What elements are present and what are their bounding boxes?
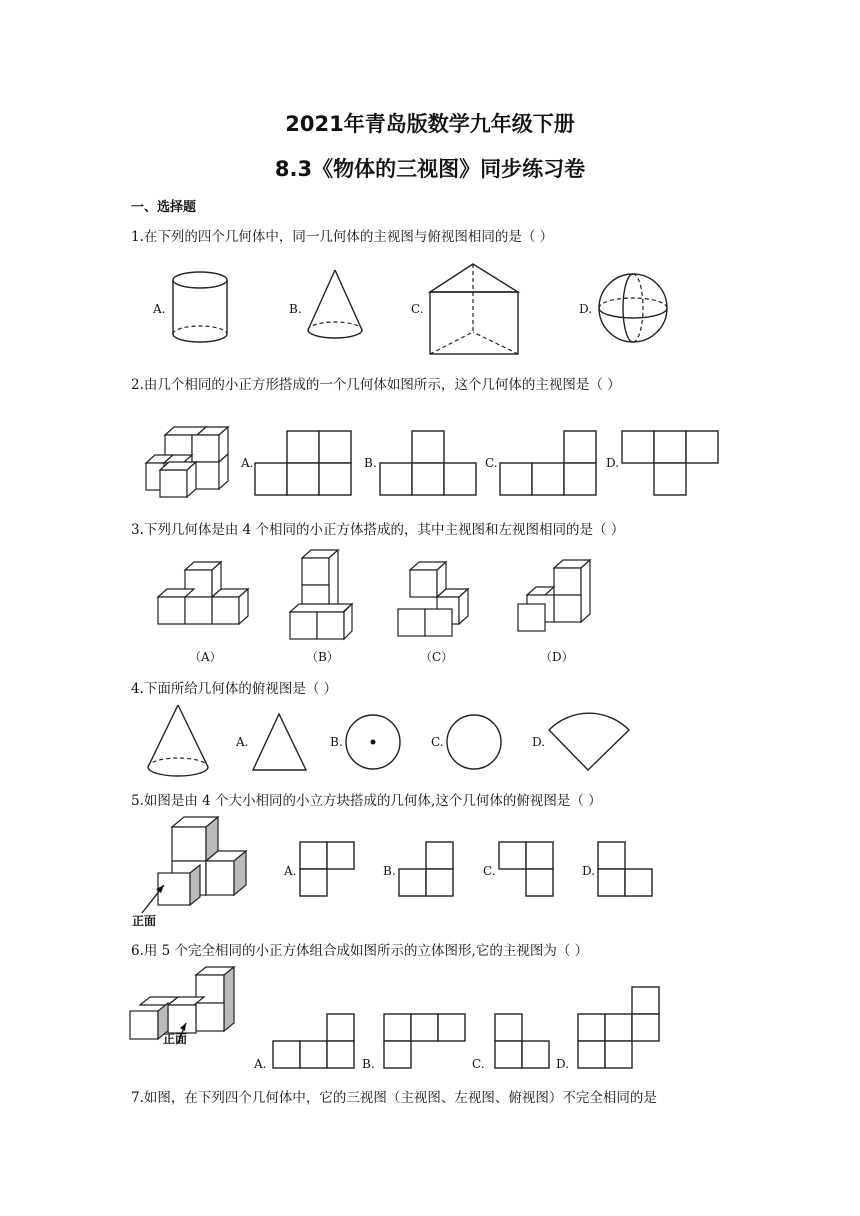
q5-option-b-label: B. [383,864,396,878]
q5-option-a-figure [300,842,356,898]
q6-option-c-label: C. [472,1057,485,1071]
q2-option-b-label: B. [364,456,377,470]
q4-option-a-label: A. [236,735,249,749]
q5-option-d-label: D. [582,864,596,878]
q2-option-d-figure [622,430,718,496]
q6-option-b-figure [383,1013,467,1071]
q1-cone-figure [305,268,375,348]
q3-option-d-label: （D） [540,650,574,664]
q2-solid-figure [143,425,243,500]
q3-option-b-label: （B） [306,650,339,664]
q4-option-a-figure [251,712,311,774]
q2-option-a-label: A. [241,456,254,470]
q6-front-label: 正面 [163,1032,188,1046]
q2-option-c-label: C. [485,456,498,470]
q3-option-a-label: （A） [189,650,222,664]
q1-option-c-label: C. [411,302,424,316]
q4-option-b-figure [345,714,403,772]
q1-option-d-label: D. [579,302,593,316]
q1-option-a-label: A. [153,302,166,316]
q4-option-b-label: B. [330,735,343,749]
q5-solid-figure [128,813,253,928]
q5-option-c-label: C. [483,864,496,878]
question-1: 1.在下列的四个几何体中，同一几何体的主视图与俯视图相同的是（ ） [131,229,554,245]
q4-option-d-figure [547,712,637,774]
q3-figure-a [158,560,253,630]
q3-figure-b [290,548,360,643]
q5-front-label: 正面 [132,914,157,928]
doc-title: 2021年青岛版数学九年级下册 [285,112,575,136]
question-7: 7.如图，在下列四个几何体中，它的三视图（主视图、左视图、俯视图）不完全相同的是 [131,1090,657,1106]
q3-option-c-label: （C） [420,650,454,664]
q2-option-b-figure [380,430,476,496]
q1-sphere-figure [597,272,672,347]
q5-option-a-label: A. [284,864,297,878]
question-5: 5.如图是由 4 个大小相同的小立方块搭成的几何体,这个几何体的俯视图是（ ） [131,793,602,809]
q6-option-d-figure [577,986,661,1072]
q4-option-d-label: D. [532,735,546,749]
q4-option-c-label: C. [431,735,444,749]
doc-subtitle: 8.3《物体的三视图》同步练习卷 [274,157,586,181]
question-3: 3.下列几何体是由 4 个相同的小正方体搭成的，其中主视图和左视图相同的是（ ） [131,522,625,538]
q1-option-b-label: B. [289,302,302,316]
q6-option-d-label: D. [556,1057,570,1071]
q1-cylinder-figure [170,270,240,350]
q2-option-c-figure [500,430,596,496]
question-6: 6.用 5 个完全相同的小正方体组合成如图所示的立体图形,它的主视图为（ ） [131,943,589,959]
q4-option-c-figure [446,714,504,772]
q3-figure-d [518,558,593,638]
question-2: 2.由几个相同的小正方形搭成的一个几何体如图所示，这个几何体的主视图是（ ） [131,377,621,393]
question-4: 4.下面所给几何体的俯视图是（ ） [131,681,338,697]
q1-prism-figure [428,262,523,357]
q5-option-b-figure [399,842,455,898]
q4-cone-figure [145,703,215,778]
q3-figure-c [398,560,473,640]
q6-option-b-label: B. [362,1057,375,1071]
section-heading: 一、选择题 [131,200,197,215]
q5-option-d-figure [598,842,654,898]
q6-option-a-label: A. [254,1057,267,1071]
q2-option-d-label: D. [606,456,620,470]
q5-option-c-figure [499,842,555,898]
q2-option-a-figure [255,430,351,496]
q6-option-a-figure [272,1013,356,1071]
q6-option-c-figure [494,1013,552,1071]
